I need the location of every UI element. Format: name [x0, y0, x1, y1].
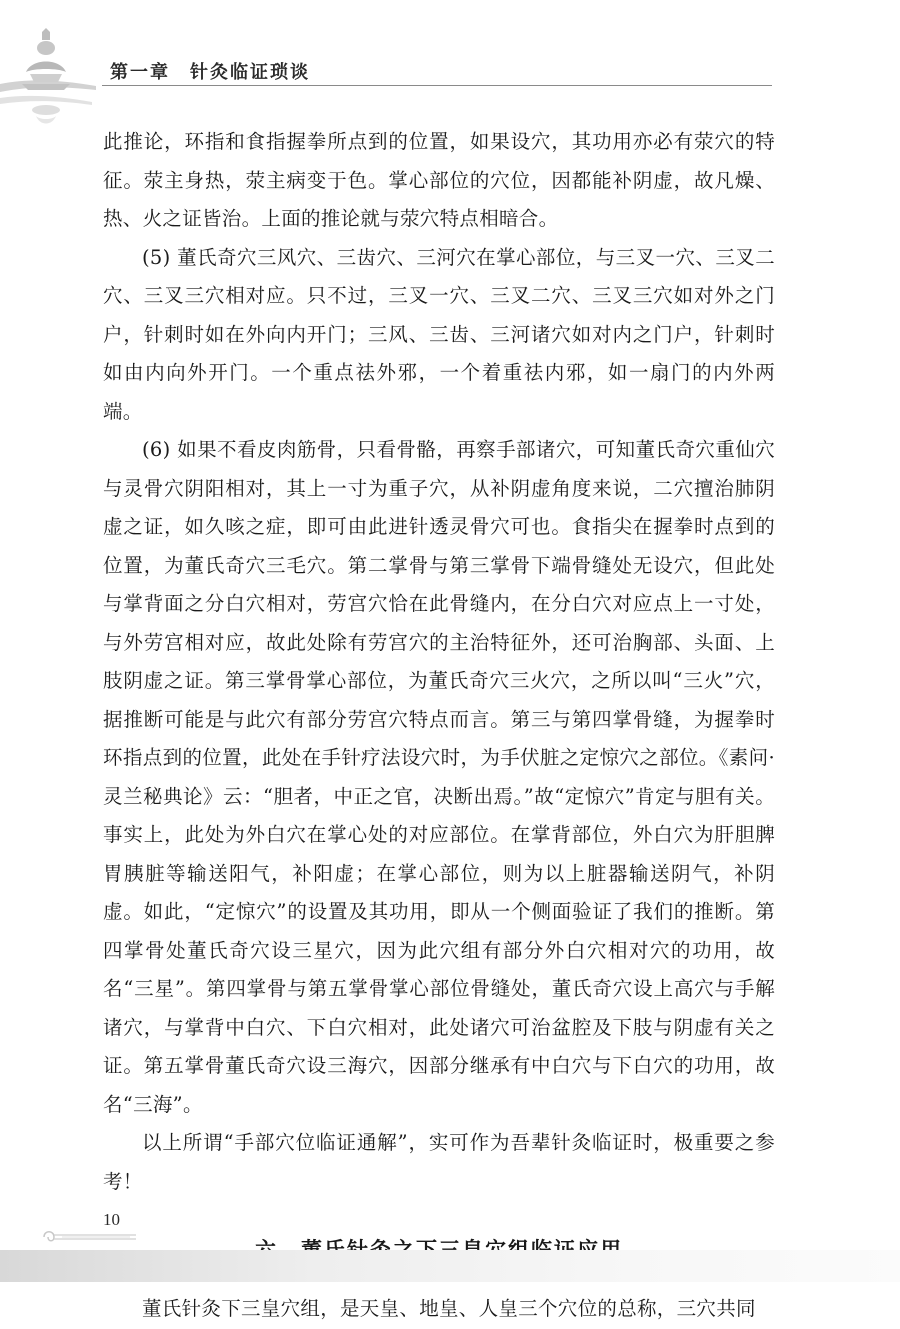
page-number: 10 — [103, 1210, 120, 1229]
body-paragraph-3: (6) 如果不看皮肉筋骨，只看骨骼，再察手部诸穴，可知董氏奇穴重仙穴与灵骨穴阴阳相对，其上一寸为重子穴，从补阴虚角度来说，二穴擅治肺阴虚之证，如久咳之症，即可由此进针透灵骨穴可也。食指尖在握拳时点到的位置，为董氏奇穴三毛穴。第二掌骨与第三掌骨下端骨缝处无设穴，但此处与掌背面之分白穴相对，劳宫穴恰在此骨缝内，在分白穴对应点上一寸处，与外劳宫相对应，故此处除有劳宫穴的主治特征外，还可治胸部、头面、上肢阴虚之证。第三掌骨掌心部位，为董氏奇穴三火穴，之所以叫“三火”穴，据推断可能是与此穴有部分劳宫穴特点而言。第三与第四掌骨缝，为握拳时环指点到的位置，此处在手针疗法设穴时，为手伏脏之定惊穴之部位。《素问·灵兰秘典论》云：“胆者，中正之官，决断出焉。”故“定惊穴”肯定与胆有关。事实上，此处为外白穴在掌心处的对应部位。在掌背部位，外白穴为肝胆脾胃胰脏等输送阳气，补阳虚；在掌心部位，则为以上脏器输送阴气，补阴虚。如此，“定惊穴”的设置及其功用，即从一个侧面验证了我们的推断。第四掌骨处董氏奇穴设三星穴，因为此穴组有部分外白穴相对穴的功用，故名“三星”。第四掌骨与第五掌骨掌心部位骨缝处，董氏奇穴设上高穴与手解诸穴，与掌背中白穴、下白穴相对，此处诸穴可治盆腔及下肢与阴虚有关之证。第五掌骨董氏奇穴设三海穴，因部分继承有中白穴与下白穴的功用，故名“三海”。 — [103, 438, 775, 1116]
header-lotus-ornament-icon — [0, 28, 96, 138]
body-paragraph-2: (5) 董氏奇穴三风穴、三齿穴、三河穴在掌心部位，与三叉一穴、三叉二穴、三叉三穴相对应。只不过，三叉一穴、三叉二穴、三叉三穴如对外之门户，针刺时如在外向内开门；三风、三齿、三河诸穴如对内之门户，针刺时如由内向外开门。一个重点祛外邪，一个着重祛内邪，如一扇门的内外两端。 — [103, 245, 775, 423]
header-divider — [102, 85, 772, 86]
section-first-paragraph: 董氏针灸下三皇穴组，是天皇、地皇、人皇三个穴位的总称，三穴共同 — [142, 1297, 756, 1320]
body-paragraph-1: 此推论，环指和食指握拳所点到的位置，如果设穴，其功用亦必有荥穴的特征。荥主身热，荥主病变于色。掌心部位的穴位，因都能补阴虚，故凡燥、热、火之证皆治。上面的推论就与荥穴特点相暗合。 — [103, 130, 775, 230]
footer-scroll-ornament-icon — [40, 1226, 140, 1248]
chapter-running-header: 第一章 针灸临证琐谈 — [110, 62, 310, 83]
page-body — [103, 123, 775, 1329]
footer-band — [0, 1250, 900, 1282]
body-paragraph-4: 以上所谓“手部穴位临证通解”，实可作为吾辈针灸临证时，极重要之参考！ — [103, 1131, 775, 1193]
